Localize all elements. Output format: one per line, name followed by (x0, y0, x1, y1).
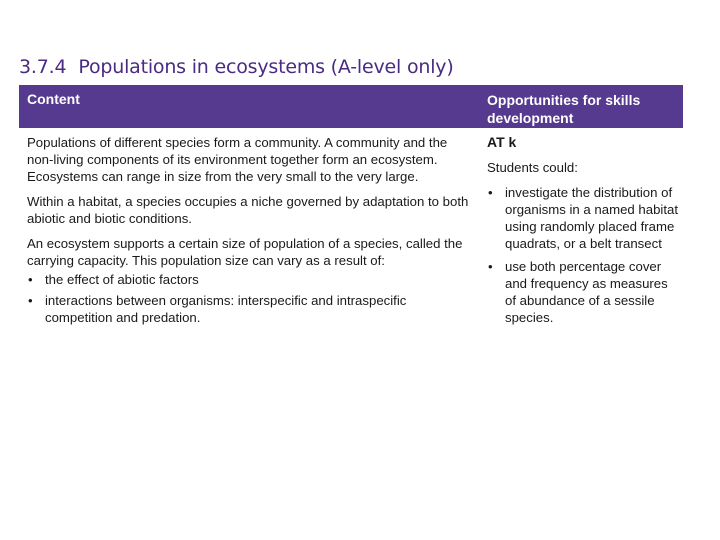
list-item: • investigate the distribution of organisms in a named habitat using randomly placed frame quadrats, or a belt transect (488, 185, 679, 251)
spec-table (19, 85, 683, 390)
header-skills: Opportunities for skills development (487, 92, 641, 126)
content-column (27, 134, 477, 330)
section-number: 3.7.4 (19, 56, 67, 78)
list-item: • use both percentage cover and frequency as measures of abundance of a sessile species. (488, 259, 668, 325)
content-paragraph: An ecosystem supports a certain size of population of a species, called the carrying capacity. This population size can vary as a result of: (27, 236, 463, 268)
content-bullet-list (27, 271, 477, 326)
content-paragraph: Within a habitat, a species occupies a niche governed by adaptation to both abiotic and biotic conditions. (27, 194, 469, 226)
bullet-icon: • (28, 293, 33, 308)
content-paragraph: Populations of different species form a community. A community and the non-living components of its environment together form an ecosystem. Ecosystems can range in size from the very small to the very large. (27, 135, 448, 184)
list-item: • interactions between organisms: interspecific and intraspecific competition and predation. (28, 293, 407, 325)
at-label: AT k (487, 134, 517, 150)
section-heading: Populations in ecosystems (A-level only) (78, 56, 454, 78)
bullet-icon: • (28, 272, 33, 287)
table-header (19, 85, 683, 128)
skills-column (487, 134, 679, 332)
bullet-icon: • (488, 259, 493, 274)
bullet-icon: • (488, 185, 493, 200)
list-item: • the effect of abiotic factors (28, 272, 199, 287)
skills-intro: Students could: (487, 160, 578, 175)
table-body (19, 128, 683, 390)
header-content: Content (27, 91, 80, 107)
skills-bullet-list (487, 184, 679, 326)
section-title (19, 56, 454, 78)
